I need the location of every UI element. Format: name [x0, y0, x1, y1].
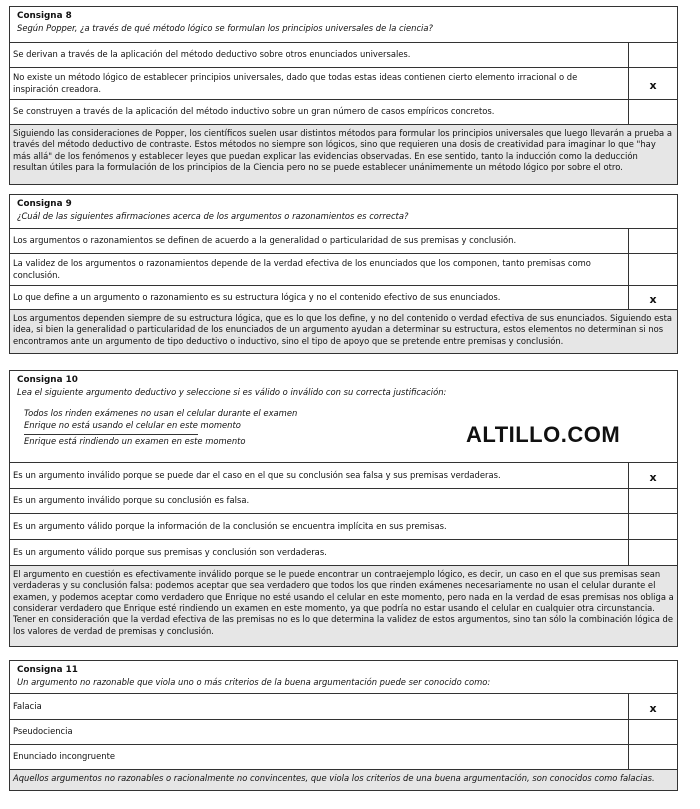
conclusion-divider — [24, 434, 198, 435]
option-text: Los argumentos o razonamientos se definen de acuerdo a la generalidad o particularidad de sus premisas y conclusión. — [10, 229, 629, 253]
option-text: Se construyen a través de la aplicación del método inductivo sobre un gran número de casos empíricos concretos. — [10, 100, 629, 124]
option-row[interactable] — [10, 720, 677, 745]
option-row[interactable] — [10, 745, 677, 770]
consigna-9-explanation: Los argumentos dependen siempre de su estructura lógica, que es lo que los define, y no del contenido o verdad efectiva de sus enunciados. Siguiendo esta idea, si bien la generalidad o particularidad de los enunciados de un argumento ayudan a determinar su estructura, estos elementos no determinan si nos encontramos ante un argumento de tipo deductivo o inductivo, sino el tipo de apoyo que se pretende entre premisas y conclusión. — [10, 310, 677, 353]
option-row[interactable] — [10, 694, 677, 720]
consigna-8-title: Consigna 8 — [17, 11, 72, 21]
consigna-11-explanation: Aquellos argumentos no razonables o racionalmente no convincentes, que viola los criterios de una buena argumentación, son conocidos como falacias. — [10, 770, 677, 790]
option-text: Pseudociencia — [10, 720, 629, 744]
answer-mark: x — [649, 471, 657, 485]
option-row[interactable] — [10, 489, 677, 514]
consigna-10 — [9, 370, 678, 647]
option-row[interactable] — [10, 463, 677, 489]
answer-mark — [629, 720, 677, 744]
consigna-11-header — [10, 661, 677, 694]
consigna-8-explanation: Siguiendo las consideraciones de Popper, los científicos suelen usar distintos métodos para formular los principios universales que luego llevarán a prueba a través del método deductivo de contraste. Estos métodos no siempre son lógicos, sino que requieren una dosis de creatividad para imaginar lo que "hay más allá" de los fenómenos y establecer leyes que puedan explicar las evidencias observadas. En ese sentido, tanto la inducción como la deducción resultan útiles para la formulación de los principios de la Ciencia pero no se puede establecer unánimemente un método lógico por sobre el otro. — [10, 125, 677, 184]
consigna-9 — [9, 194, 678, 354]
answer-mark — [629, 229, 677, 253]
option-text: Es un argumento válido porque la información de la conclusión se encuentra implícita en sus premisas. — [10, 514, 629, 539]
option-text: Lo que define a un argumento o razonamiento es su estructura lógica y no el contenido efectivo de sus enunciados. — [10, 286, 629, 309]
answer-mark — [629, 100, 677, 124]
option-row[interactable] — [10, 100, 677, 125]
consigna-8-question: Según Popper, ¿a través de qué método lógico se formulan los principios universales de la ciencia? — [17, 22, 433, 33]
option-text: Se derivan a través de la aplicación del método deductivo sobre otros enunciados universales. — [10, 43, 629, 67]
option-row[interactable] — [10, 68, 677, 100]
conclusion: Enrique está rindiendo un examen en este momento — [24, 435, 246, 446]
answer-mark — [629, 540, 677, 565]
answer-mark: x — [649, 79, 657, 93]
answer-mark: x — [649, 293, 657, 307]
answer-mark: x — [649, 702, 657, 716]
option-row[interactable] — [10, 254, 677, 286]
consigna-11 — [9, 660, 678, 791]
consigna-10-question: Lea el siguiente argumento deductivo y seleccione si es válido o inválido con su correcta justificación: — [17, 386, 447, 397]
premise-1: Todos los rinden exámenes no usan el celular durante el examen — [24, 408, 298, 419]
answer-mark — [629, 745, 677, 769]
option-text: Es un argumento válido porque sus premisas y conclusión son verdaderas. — [10, 540, 629, 565]
consigna-11-question: Un argumento no razonable que viola uno o más criterios de la buena argumentación puede ser conocido como: — [17, 676, 491, 687]
altillo-logo: ALTILLO.COM — [466, 422, 621, 447]
option-row[interactable] — [10, 286, 677, 310]
option-row[interactable] — [10, 43, 677, 68]
answer-mark — [629, 254, 677, 285]
option-text: Es un argumento inválido porque se puede dar el caso en el que su conclusión sea falsa y sus premisas verdaderas. — [10, 463, 629, 488]
option-row[interactable] — [10, 229, 677, 254]
consigna-8 — [9, 6, 678, 185]
answer-mark — [629, 43, 677, 67]
explanation-note: Tener en consideración que la verdad efectiva de las premisas no es lo que determina la validez de estos argumentos, sino tan sólo la combinación lógica de los valores de verdad de premisas y conclusión. — [13, 614, 673, 636]
option-text: Enunciado incongruente — [10, 745, 629, 769]
option-text: Es un argumento inválido porque su conclusión es falsa. — [10, 489, 629, 513]
consigna-10-explanation — [10, 566, 677, 646]
premise-2: Enrique no está usando el celular en este momento — [24, 419, 241, 430]
answer-mark — [629, 489, 677, 513]
consigna-10-title: Consigna 10 — [17, 375, 78, 385]
consigna-8-header — [10, 7, 677, 43]
consigna-9-header — [10, 195, 677, 229]
consigna-9-title: Consigna 9 — [17, 199, 72, 209]
option-text: Falacia — [10, 694, 629, 719]
option-text: No existe un método lógico de establecer principios universales, dado que todas estas ideas contienen cierto elemento irracional o de inspiración creadora. — [10, 68, 629, 99]
option-row[interactable] — [10, 514, 677, 540]
consigna-9-question: ¿Cuál de las siguientes afirmaciones acerca de los argumentos o razonamientos es correcta? — [17, 210, 409, 221]
explanation-paragraph: El argumento en cuestión es efectivamente inválido porque se le puede encontrar un contraejemplo lógico, es decir, un caso en el que sus premisas sean verdaderas y su conclusión falsa: podemos aceptar que sea verdadero que todos los que rinden exámenes necesariamente no usan el celular durante el examen, y podemos aceptar como verdadero que Enrique no esté usando el celular en este momento, pero nada en la verdad de esas premisas nos obliga a considerar verdadero que Enrique esté rindiendo un examen en este momento, ya que podría no estar usando el celular en cualquier otra circunstancia. — [13, 569, 674, 614]
consigna-11-title: Consigna 11 — [17, 665, 78, 675]
option-row[interactable] — [10, 540, 677, 566]
answer-mark — [629, 514, 677, 539]
option-text: La validez de los argumentos o razonamientos depende de la verdad efectiva de los enunciados que los componen, tanto premisas como conclusión. — [10, 254, 629, 285]
